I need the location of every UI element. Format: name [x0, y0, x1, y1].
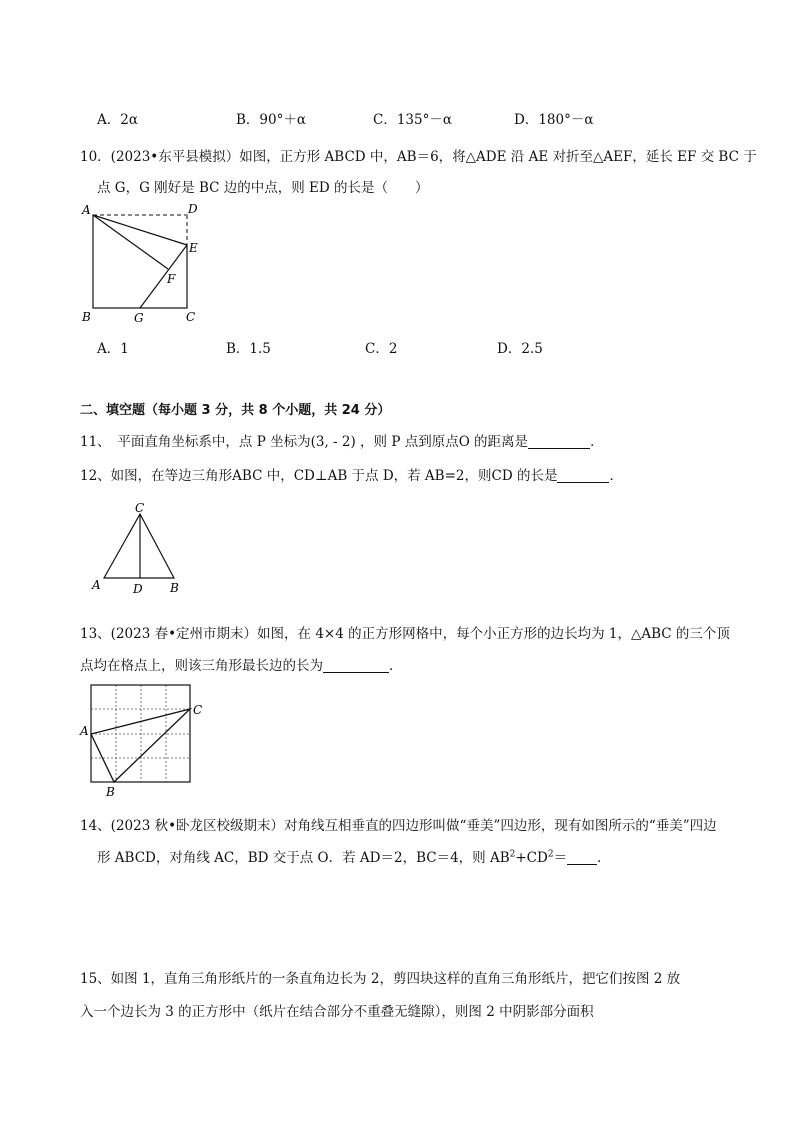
q15-stem-line1: 15、如图 1，直角三角形纸片的一条直角边长为 2，剪四块这样的直角三角形纸片，把它们按图 2 放 — [80, 971, 681, 987]
label-c: C — [135, 501, 145, 515]
q14-superscript-2: 2 — [547, 849, 554, 860]
square-abcd — [93, 215, 187, 308]
q10-option-c: C．2 — [365, 341, 398, 357]
q13-end: ． — [389, 658, 403, 674]
label-e: E — [189, 241, 198, 255]
triangle-abc — [104, 514, 174, 578]
label-a: A — [92, 578, 101, 592]
label-c: C — [193, 703, 203, 717]
q12-text: 12、如图，在等边三角形ABC 中，CD⊥AB 于点 D，若 AB=2，则CD 的长是 — [80, 468, 558, 484]
q15-stem-line2: 入一个边长为 3 的正方形中（纸片在结合部分不重叠无缝隙），则图 2 中阴影部分面积 — [80, 1004, 594, 1020]
label-b: B — [170, 581, 179, 595]
q13-blank[interactable] — [323, 658, 389, 673]
q14-stem-line1: 14、(2023 秋•卧龙区校级期末）对角线互相垂直的四边形叫做“垂美”四边形，现有如图所示的“垂美”四边 — [80, 818, 717, 834]
label-f: F — [167, 272, 176, 286]
q12-stem — [80, 464, 623, 484]
q14-stem-line2 — [97, 846, 611, 866]
q9-option-a: A．2α — [97, 112, 138, 128]
segment-ae — [93, 215, 187, 245]
q10-option-d: D．2.5 — [497, 341, 543, 357]
q10-figure — [78, 198, 208, 326]
q9-option-c: C．135°－α — [373, 112, 452, 128]
q11-end: ． — [590, 434, 604, 450]
label-g: G — [134, 311, 144, 325]
label-b: B — [106, 785, 115, 799]
q13-stem-line1: 13、(2023 春•定州市期末）如图，在 4×4 的正方形网格中，每个小正方形的边长均为 1，△ABC 的三个顶 — [80, 626, 730, 642]
q14-text: 形 ABCD，对角线 AC，BD 交于点 O．若 AD＝2，BC＝4，则 AB — [97, 850, 510, 866]
label-d: D — [133, 582, 143, 596]
q13-text: 点均在格点上，则该三角形最长边的长为 — [80, 658, 323, 674]
section-title-fill-blank: 二、填空题（每小题 3 分，共 8 个小题，共 24 分） — [80, 403, 391, 418]
q14-superscript-1: 2 — [509, 849, 516, 860]
label-a: A — [80, 724, 89, 738]
q14-plus-cd: +CD — [515, 850, 548, 866]
q12-figure — [88, 500, 188, 596]
grid-lines — [91, 685, 190, 782]
q14-blank[interactable] — [567, 850, 597, 865]
q10-stem-line2: 点 G，G 刚好是 BC 边的中点，则 ED 的长是（ ） — [97, 180, 429, 196]
q13-figure — [76, 680, 206, 800]
grid-border — [91, 685, 190, 782]
q10-option-b: B．1.5 — [226, 341, 271, 357]
q9-option-d: D．180°－α — [514, 112, 594, 128]
q10-option-a: A．1 — [97, 341, 129, 357]
q12-end: ． — [609, 468, 623, 484]
label-d: D — [188, 202, 198, 216]
label-a: A — [82, 203, 91, 217]
segment-af — [93, 215, 168, 269]
label-b: B — [82, 310, 91, 324]
q12-blank[interactable] — [557, 468, 609, 483]
triangle-abc — [91, 709, 190, 782]
q11-blank[interactable] — [528, 434, 590, 449]
q14-equals: ＝ — [553, 850, 568, 866]
q11-text: 11、 平面直角坐标系中，点 P 坐标为(3, - 2) ，则 P 点到原点O 的距离是 — [80, 434, 529, 450]
q14-end: ． — [597, 850, 611, 866]
q10-stem-line1: 10．(2023•东平县模拟）如图，正方形 ABCD 中，AB＝6，将△ADE 沿 AE 对折至△AEF，延长 EF 交 BC 于 — [80, 149, 757, 165]
q9-option-b: B．90°＋α — [236, 112, 306, 128]
label-c: C — [186, 310, 196, 324]
q13-stem-line2 — [80, 654, 403, 674]
q11-stem — [80, 430, 604, 450]
